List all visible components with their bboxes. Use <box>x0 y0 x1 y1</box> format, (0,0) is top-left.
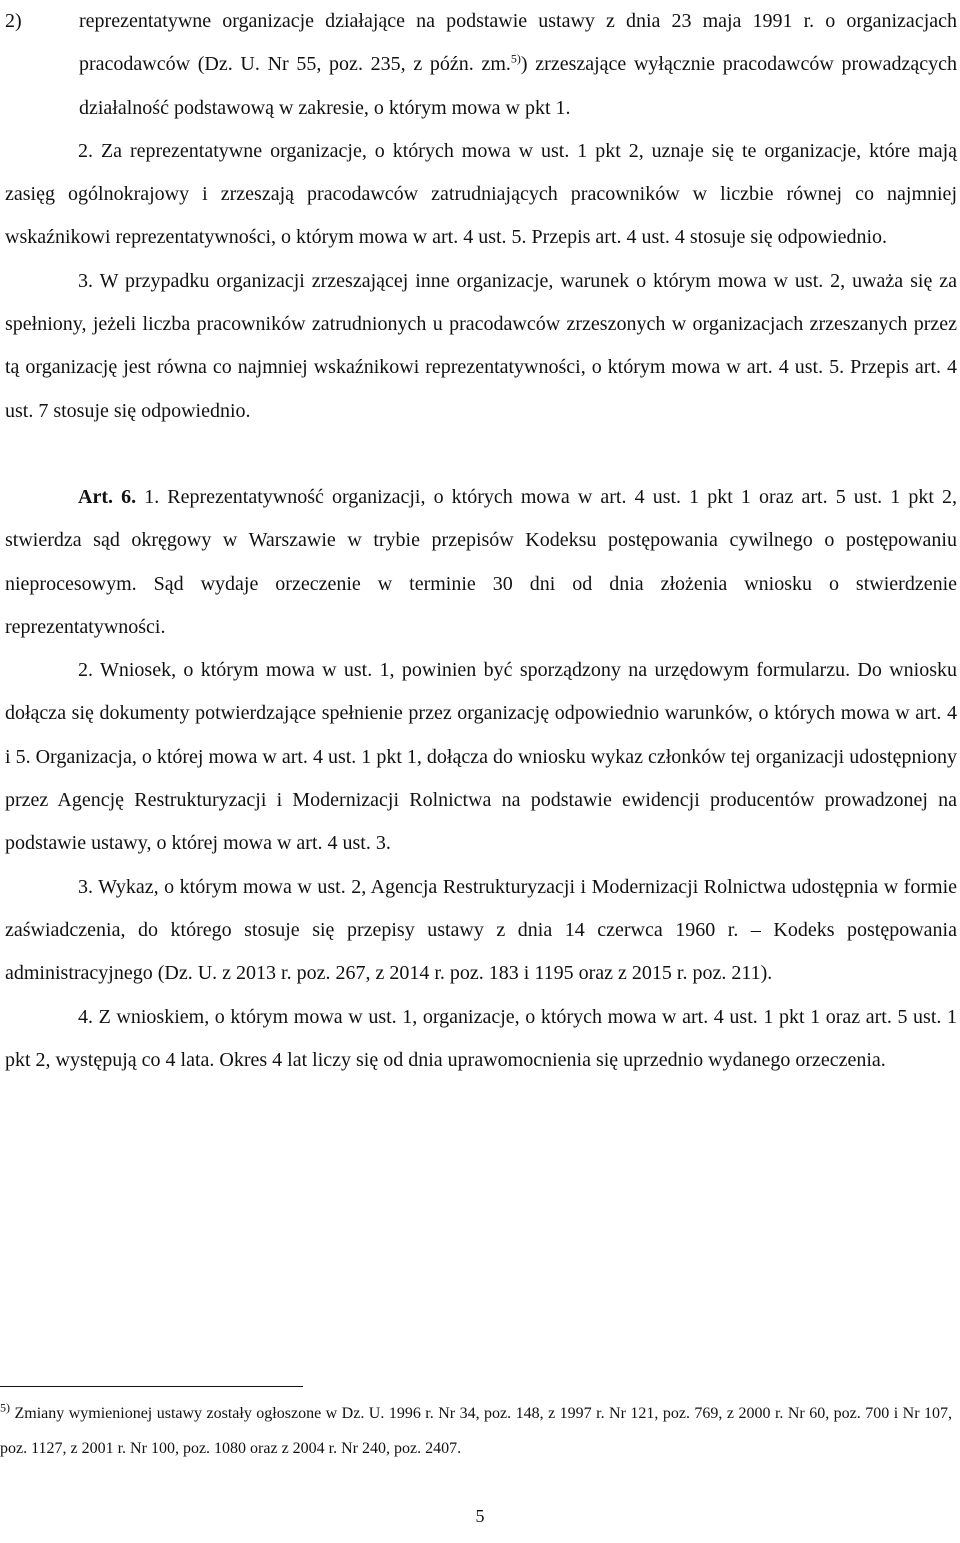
art6-paragraph-3: 3. Wykaz, o którym mowa w ust. 2, Agencja Restrukturyzacji i Modernizacji Rolnictwa udostępnia w formie zaświadczenia, do którego stosuje się przepisy ustawy z dnia 14 czerwca 1960 r. – Kodeks postępowania administracyjnego (Dz. U. z 2013 r. poz. 267, z 2014 r. poz. 183 i 1195 oraz z 2015 r. poz. 211). <box>5 875 957 985</box>
art6-paragraph-1 <box>5 476 957 649</box>
document-page <box>5 0 957 1082</box>
footnote-separator <box>0 1386 303 1387</box>
page-number: 5 <box>475 1506 485 1526</box>
footnote-reference[interactable]: 5) <box>510 51 521 66</box>
art5-paragraph-2: 2. Za reprezentatywne organizacje, o których mowa w ust. 1 pkt 2, uznaje się te organizacje, które mają zasięg ogólnokrajowy i zrzeszają pracodawców zatrudniających pracowników w liczbie równej co najmniej wskaźnikowi reprezentatywności, o którym mowa w art. 4 ust. 5. Przepis art. 4 ust. 4 stosuje się odpowiednio. <box>5 139 957 249</box>
list-item-text-continued: ) zrzeszające wyłącznie pracodawców prowadzących działalność podstawową w zakresie, o którym mowa w pkt 1. <box>79 53 957 119</box>
footnote-text: Zmiany wymienionej ustawy zostały ogłoszone w Dz. U. 1996 r. Nr 34, poz. 148, z 1997 r. Nr 121, poz. 769, z 2000 r. Nr 60, poz. 700 i Nr 107, poz. 1127, z 2001 r. Nr 100, poz. 1080 oraz z 2004 r. Nr 240, poz. 2407. <box>0 1405 952 1457</box>
list-item-number: 2) <box>5 10 22 32</box>
footnotes <box>0 1396 952 1466</box>
art6-paragraph-1-text: 1. Reprezentatywność organizacji, o których mowa w art. 4 ust. 1 pkt 1 oraz art. 5 ust. 1 pkt 2, stwierdza sąd okręgowy w Warszawie w trybie przepisów Kodeksu postępowania cywilnego o postępowaniu nieprocesowym. Sąd wydaje orzeczenie w terminie 30 dni od dnia złożenia wniosku o stwierdzenie reprezentatywności. <box>5 485 958 638</box>
art5-paragraph-3: 3. W przypadku organizacji zrzeszającej inne organizacje, warunek o którym mowa w ust. 2, uważa się za spełniony, jeżeli liczba pracowników zatrudnionych u pracodawców zrzeszonych w organizacjach zrzeszanych przez tą organizację jest równa co najmniej wskaźnikowi reprezentatywności, o którym mowa w art. 4 ust. 5. Przepis art. 4 ust. 7 stosuje się odpowiednio. <box>5 269 957 422</box>
section-spacer <box>5 433 957 476</box>
list-item-2 <box>5 0 957 130</box>
art6-paragraph-2: 2. Wniosek, o którym mowa w ust. 1, powinien być sporządzony na urzędowym formularzu. Do wniosku dołącza się dokumenty potwierdzające spełnienie przez organizację odpowiednio warunków, o których mowa w art. 4 i 5. Organizacja, o której mowa w art. 4 ust. 1 pkt 1, dołącza do wniosku wykaz członków tej organizacji udostępniony przez Agencję Restrukturyzacji i Modernizacji Rolnictwa na podstawie ewidencji producentów prowadzonej na podstawie ustawy, o której mowa w art. 4 ust. 3. <box>5 659 957 855</box>
list-item-text: reprezentatywne organizacje działające na podstawie ustawy z dnia 23 maja 1991 r. o organizacjach pracodawców (Dz. U. Nr 55, poz. 235, z późn. zm. <box>79 10 957 76</box>
footnote-marker: 5) <box>0 1400 10 1415</box>
art6-paragraph-4: 4. Z wnioskiem, o którym mowa w ust. 1, organizacje, o których mowa w art. 4 ust. 1 pkt 1 oraz art. 5 ust. 1 pkt 2, występują co 4 lata. Okres 4 lat liczy się od dnia uprawomocnienia się uprzednio wydanego orzeczenia. <box>5 1005 957 1071</box>
footnote-5 <box>0 1396 952 1466</box>
article-heading: Art. 6. <box>78 485 137 508</box>
